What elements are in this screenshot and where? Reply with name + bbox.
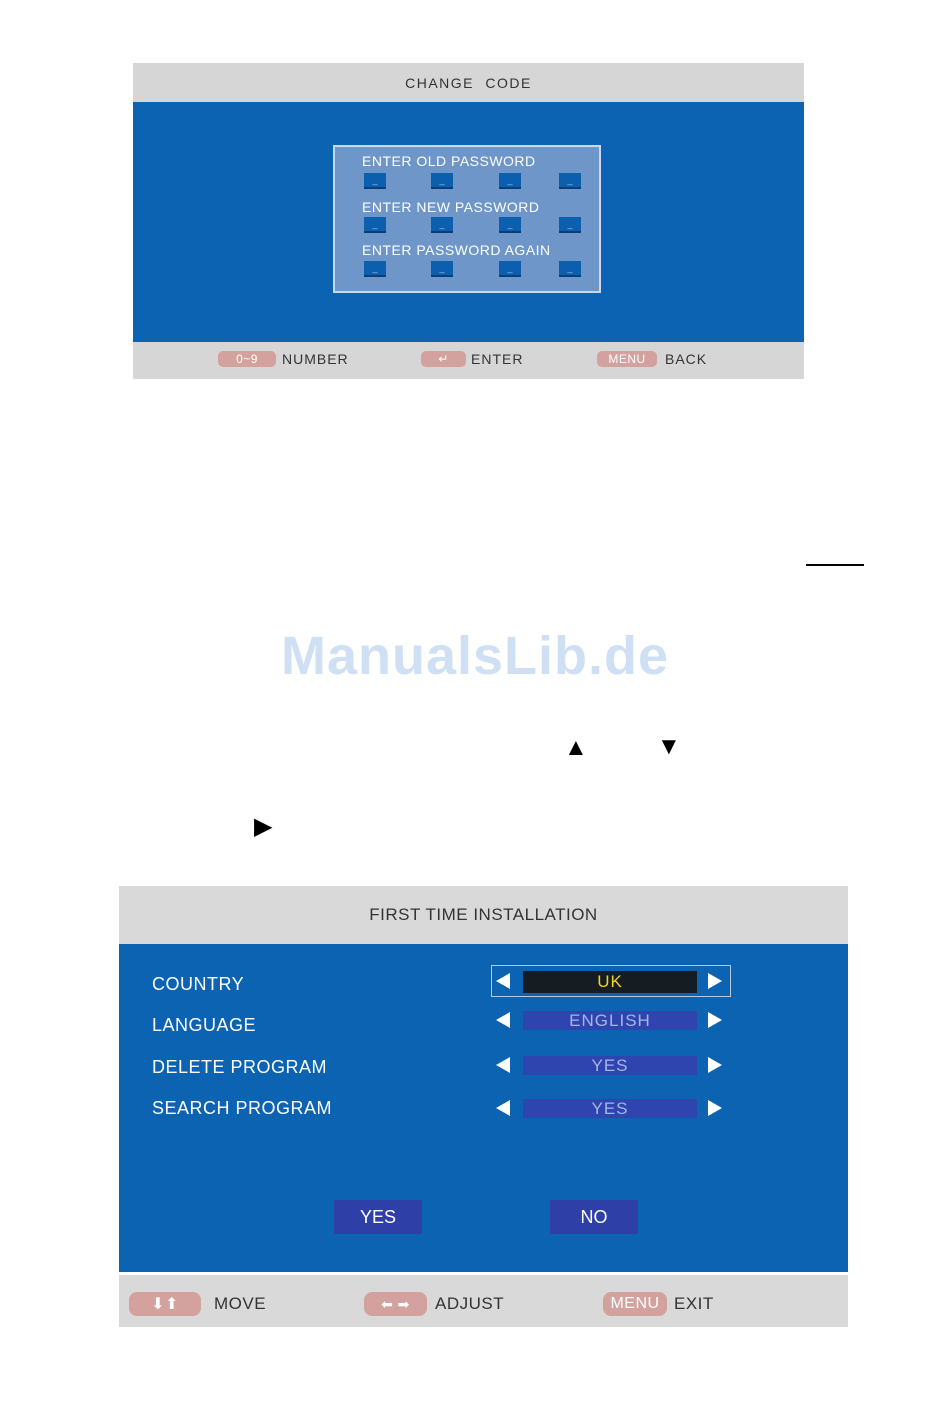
language-value[interactable]: ENGLISH	[523, 1011, 697, 1030]
old-password-digit-1[interactable]: _	[364, 173, 386, 189]
watermark: ManualsLib.de	[280, 626, 670, 686]
confirm-password-digit-1[interactable]: _	[364, 261, 386, 277]
menu-key-badge: MENU	[597, 351, 657, 367]
back-hint: BACK	[665, 351, 708, 367]
old-password-digit-2[interactable]: _	[431, 173, 453, 189]
old-password-label: ENTER OLD PASSWORD	[362, 153, 536, 169]
left-arrow-icon[interactable]	[496, 973, 510, 989]
language-label: LANGUAGE	[152, 1015, 257, 1035]
left-arrow-icon[interactable]	[496, 1057, 510, 1073]
left-arrow-icon[interactable]	[496, 1012, 510, 1028]
right-arrow-icon[interactable]	[708, 1012, 722, 1028]
move-hint: MOVE	[214, 1294, 267, 1313]
confirm-password-digit-3[interactable]: _	[499, 261, 521, 277]
change-code-body	[133, 102, 804, 342]
down-triangle-icon: ▼	[657, 733, 681, 760]
new-password-digit-3[interactable]: _	[499, 217, 521, 233]
confirm-password-label: ENTER PASSWORD AGAIN	[362, 242, 551, 258]
old-password-digit-3[interactable]: _	[499, 173, 521, 189]
number-hint: NUMBER	[282, 351, 349, 367]
number-key-badge: 0~9	[218, 351, 276, 367]
new-password-digit-4[interactable]: _	[559, 217, 581, 233]
up-triangle-icon: ▲	[564, 734, 588, 761]
search-program-label: SEARCH PROGRAM	[152, 1098, 333, 1118]
move-arrows-icon: ⬇⬆	[129, 1292, 201, 1316]
installation-body	[119, 944, 848, 1272]
menu-key-badge: MENU	[603, 1292, 667, 1316]
new-password-label: ENTER NEW PASSWORD	[362, 199, 540, 215]
confirm-password-digit-4[interactable]: _	[559, 261, 581, 277]
exit-hint: EXIT	[674, 1294, 714, 1313]
new-password-digit-2[interactable]: _	[431, 217, 453, 233]
yes-button[interactable]: YES	[334, 1200, 422, 1234]
right-arrow-icon[interactable]	[708, 1057, 722, 1073]
confirm-password-digit-2[interactable]: _	[431, 261, 453, 277]
installation-footer	[119, 1275, 848, 1327]
first-time-installation-screen	[119, 886, 848, 1327]
delete-program-value[interactable]: YES	[523, 1056, 697, 1075]
country-value[interactable]: UK	[523, 971, 697, 993]
enter-hint: ENTER	[471, 351, 524, 367]
password-entry-box	[333, 145, 601, 293]
adjust-hint: ADJUST	[435, 1294, 505, 1313]
search-program-value[interactable]: YES	[523, 1099, 697, 1118]
installation-title: FIRST TIME INSTALLATION	[119, 886, 848, 944]
new-password-digit-1[interactable]: _	[364, 217, 386, 233]
country-label: COUNTRY	[152, 974, 245, 994]
change-code-title: CHANGE CODE	[133, 63, 804, 102]
right-arrow-icon[interactable]	[708, 973, 722, 989]
old-password-digit-4[interactable]: _	[559, 173, 581, 189]
change-code-footer	[133, 342, 804, 379]
right-arrow-icon[interactable]	[708, 1100, 722, 1116]
no-button[interactable]: NO	[550, 1200, 638, 1234]
change-code-screen	[133, 63, 804, 379]
enter-key-badge: ↵	[421, 351, 466, 367]
horizontal-rule	[806, 564, 864, 566]
adjust-arrows-icon: ⬅ ➡	[364, 1292, 427, 1316]
right-triangle-icon: ▶	[254, 813, 273, 840]
delete-program-label: DELETE PROGRAM	[152, 1057, 328, 1077]
left-arrow-icon[interactable]	[496, 1100, 510, 1116]
